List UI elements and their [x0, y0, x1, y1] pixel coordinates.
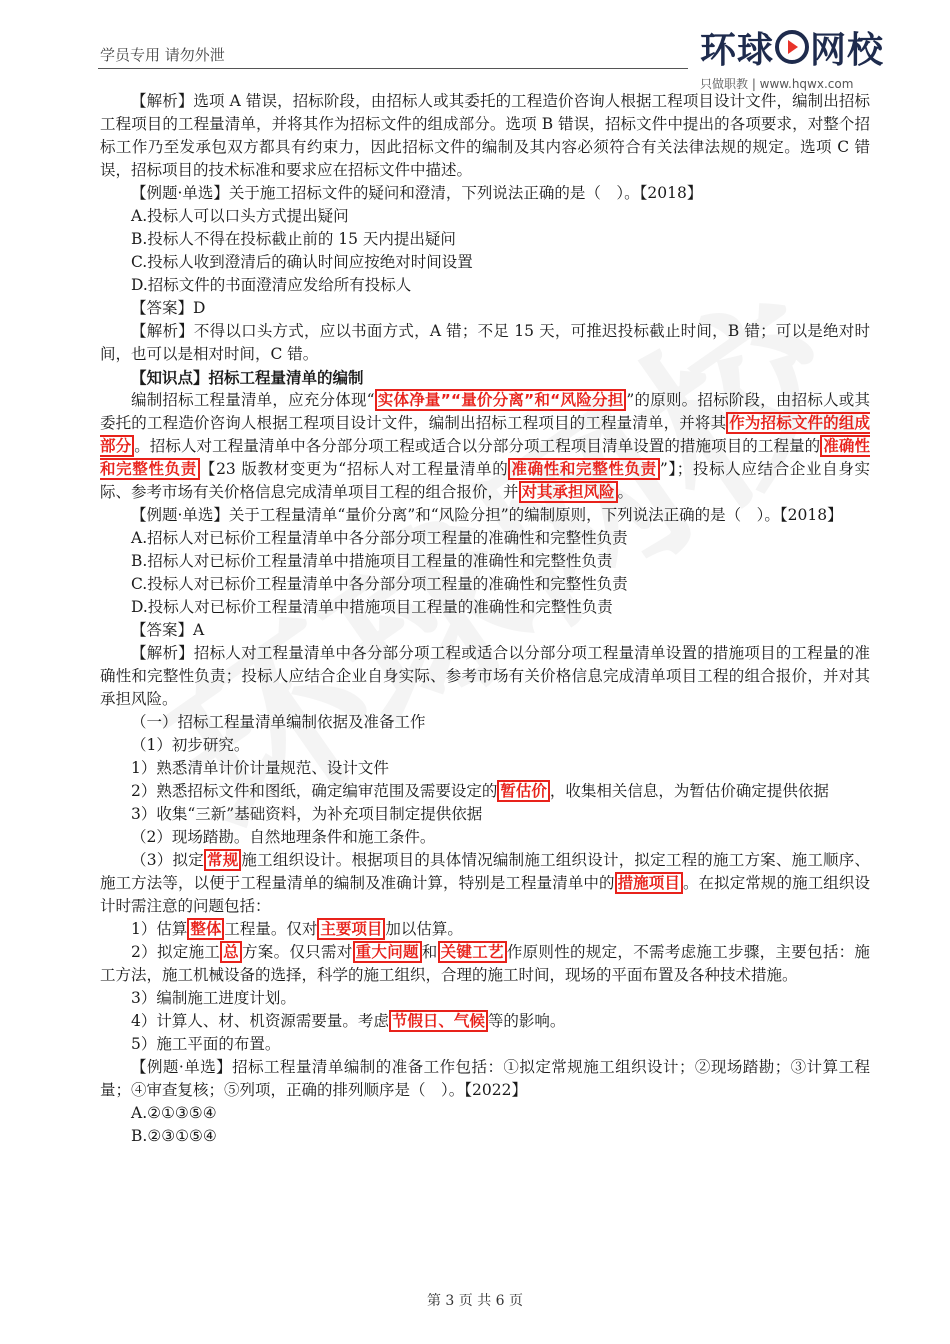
text-run: 方案。仅只需对 — [241, 943, 353, 961]
question-stem: 【例题·单选】关于工程量清单“量价分离”和“风险分担”的编制原则，下列说法正确的是（ ）。【2018】 — [131, 506, 843, 524]
text-run: ”的原则。招标阶段，由招标人或其委托的工程造价咨询人根据工程项目设计文件，编制出招标工程项目的工程量清单，并将其 — [100, 391, 870, 432]
highlight-box: 主要项目 — [317, 918, 385, 940]
knowledge-point-title: 【知识点】招标工程量清单的编制 — [131, 368, 364, 387]
section-title: （一）招标工程量清单编制依据及准备工作 — [131, 713, 426, 731]
header-restriction-text: 学员专用 请勿外泄 — [100, 46, 225, 64]
highlight-box: 常规 — [204, 849, 241, 871]
question-option: B.招标人对已标价工程量清单中措施项目工程量的准确性和完整性负责 — [131, 552, 613, 570]
logo-tagline: 只做职教 | www.hqwx.com — [700, 77, 854, 91]
knowledge-point-paragraph — [100, 389, 870, 504]
text-run: ，收集相关信息，为暂估价确定提供依据 — [549, 782, 829, 800]
text-run: 和 — [421, 943, 438, 961]
text-run: 施工组织设计。根据项目的具体情况编制施工组织设计，拟定工程的施工方案、施工顺序、施工方法等，以便于工程量清单的编制及准确计算，特别是工程量清单中的 — [100, 851, 870, 892]
question-stem: 【例题·单选】关于施工招标文件的疑问和澄清，下列说法正确的是（ ）。【2018】 — [131, 184, 703, 202]
logo-text-2: 网校 — [810, 30, 885, 71]
highlight-box: 对其承担风险 — [519, 481, 618, 503]
text-run: 等的影响。 — [487, 1012, 566, 1030]
text-run: 工程量。仅对 — [224, 920, 318, 938]
analysis-paragraph: 【解析】不得以口头方式，应以书面方式，A 错；不足 15 天，可推迟投标截止时间，B 错；可以是绝对时间，也可以是相对时间，C 错。 — [100, 322, 870, 363]
question-option: A.②①③⑤④ — [131, 1104, 217, 1122]
section-item — [100, 1010, 870, 1033]
question-option: B.②③①⑤④ — [131, 1127, 217, 1145]
highlight-box: 总 — [220, 941, 242, 963]
highlight-box: 准确性和完整性负责 — [508, 458, 659, 480]
highlight-box: 重大问题 — [353, 941, 422, 963]
highlight-box: 关键工艺 — [438, 941, 507, 963]
section-item — [100, 849, 870, 918]
highlight-box: 措施项目 — [615, 872, 683, 894]
highlight-box: 准确性和完整性负责 — [100, 437, 870, 478]
text-run: 作原则性的规定，不需考虑施工步骤，主要包括：施工方法，施工机械设备的选择，科学的施工组织，合理的施工时间，现场的平面布置及各种技术措施。 — [100, 943, 870, 984]
section-item — [100, 941, 870, 987]
highlight-box: 暂估价 — [497, 780, 550, 802]
brand-logo — [700, 30, 885, 92]
answer-line: 【答案】D — [131, 299, 206, 317]
question-option: B.投标人不得在投标截止前的 15 天内提出疑问 — [131, 230, 456, 248]
section-item — [100, 918, 870, 941]
highlight-box: 实体净量”“量价分离”和“风险分担 — [375, 389, 627, 411]
page-number: 第 3 页 共 6 页 — [426, 1293, 524, 1309]
question-option: A.投标人可以口头方式提出疑问 — [131, 207, 349, 225]
section-item: 5）施工平面的布置。 — [131, 1035, 281, 1053]
text-run: 。在拟定常规的施工组织设计时需注意的问题包括： — [100, 874, 870, 915]
text-run: 1）估算 — [131, 920, 188, 938]
question-option: C.投标人收到澄清后的确认时间应按绝对时间设置 — [131, 253, 473, 271]
question-option: C.投标人对已标价工程量清单中各分部分项工程量的准确性和完整性负责 — [131, 575, 628, 593]
highlight-box: 整体 — [187, 918, 224, 940]
text-run: 加以估算。 — [385, 920, 463, 938]
text-run: 。 — [617, 483, 634, 501]
text-run: 【23 版教材变更为“招标人对工程量清单的 — [199, 460, 509, 478]
play-ring-icon — [775, 30, 809, 64]
analysis-paragraph: 【解析】招标人对工程量清单中各分部分项工程或适合以分部分项工程量清单设置的措施项目的工程量的准确性和完整性负责；投标人应结合企业自身实际、参考市场有关价格信息完成清单项目工程的组合报价，并对其承担风险。 — [100, 644, 870, 708]
text-run: ”】；投标人应结合企业自身实际、参考市场有关价格信息完成清单项目工程的组合报价，并 — [100, 460, 870, 501]
section-item: （1）初步研究。 — [131, 736, 250, 754]
logo-text-1: 环球 — [700, 30, 775, 71]
analysis-paragraph: 【解析】选项 A 错误，招标阶段，由招标人或其委托的工程造价咨询人根据工程项目设计文件，编制出招标工程项目的工程量清单，并将其作为招标文件的组成部分。选项 B 错误，招标文件中提出的各项要求，对整个招标工作乃至发承包双方都具有约束力，因此招标文件的编制及其内容必须符合有关法律法规的规定。选项 C 错误，招标项目的技术标准和要求应在招标文件中描述。 — [100, 92, 870, 179]
question-option: D.招标文件的书面澄清应发给所有投标人 — [131, 276, 412, 294]
question-stem: 【例题·单选】招标工程量清单编制的准备工作包括：①拟定常规施工组织设计；②现场踏勘；③计算工程量；④审查复核；⑤列项，正确的排列顺序是（ ）。【2022】 — [100, 1058, 870, 1099]
question-option: D.投标人对已标价工程量清单中措施项目工程量的准确性和完整性负责 — [131, 598, 613, 616]
section-item: 3）收集“三新”基础资料，为补充项目制定提供依据 — [131, 805, 483, 823]
text-run: 。招标人对工程量清单中各分部分项工程或适合以分部分项工程项目清单设置的措施项目的工程量的 — [134, 437, 821, 455]
question-option: A.招标人对已标价工程量清单中各分部分项工程量的准确性和完整性负责 — [131, 529, 628, 547]
section-item: （2）现场踏勘。自然地理条件和施工条件。 — [131, 828, 436, 846]
text-run: 2）熟悉招标文件和图纸，确定编审范围及需要设定的 — [131, 782, 498, 800]
section-item: 1）熟悉清单计价计量规范、设计文件 — [131, 759, 389, 777]
highlight-box: 作为招标文件的组成部分 — [100, 414, 870, 455]
text-run: 编制招标工程量清单，应充分体现“ — [131, 391, 375, 409]
text-run: 2）拟定施工 — [131, 943, 221, 961]
header-divider — [98, 68, 688, 69]
section-item: 3）编制施工进度计划。 — [131, 989, 296, 1007]
section-item — [100, 780, 870, 803]
highlight-box: 节假日、气候 — [389, 1010, 488, 1032]
logo-wordmark — [700, 30, 885, 71]
answer-line: 【答案】A — [131, 621, 205, 639]
text-run: 4）计算人、材、机资源需要量。考虑 — [131, 1012, 389, 1030]
document-body — [100, 90, 870, 1148]
text-run: （3）拟定 — [131, 851, 204, 869]
